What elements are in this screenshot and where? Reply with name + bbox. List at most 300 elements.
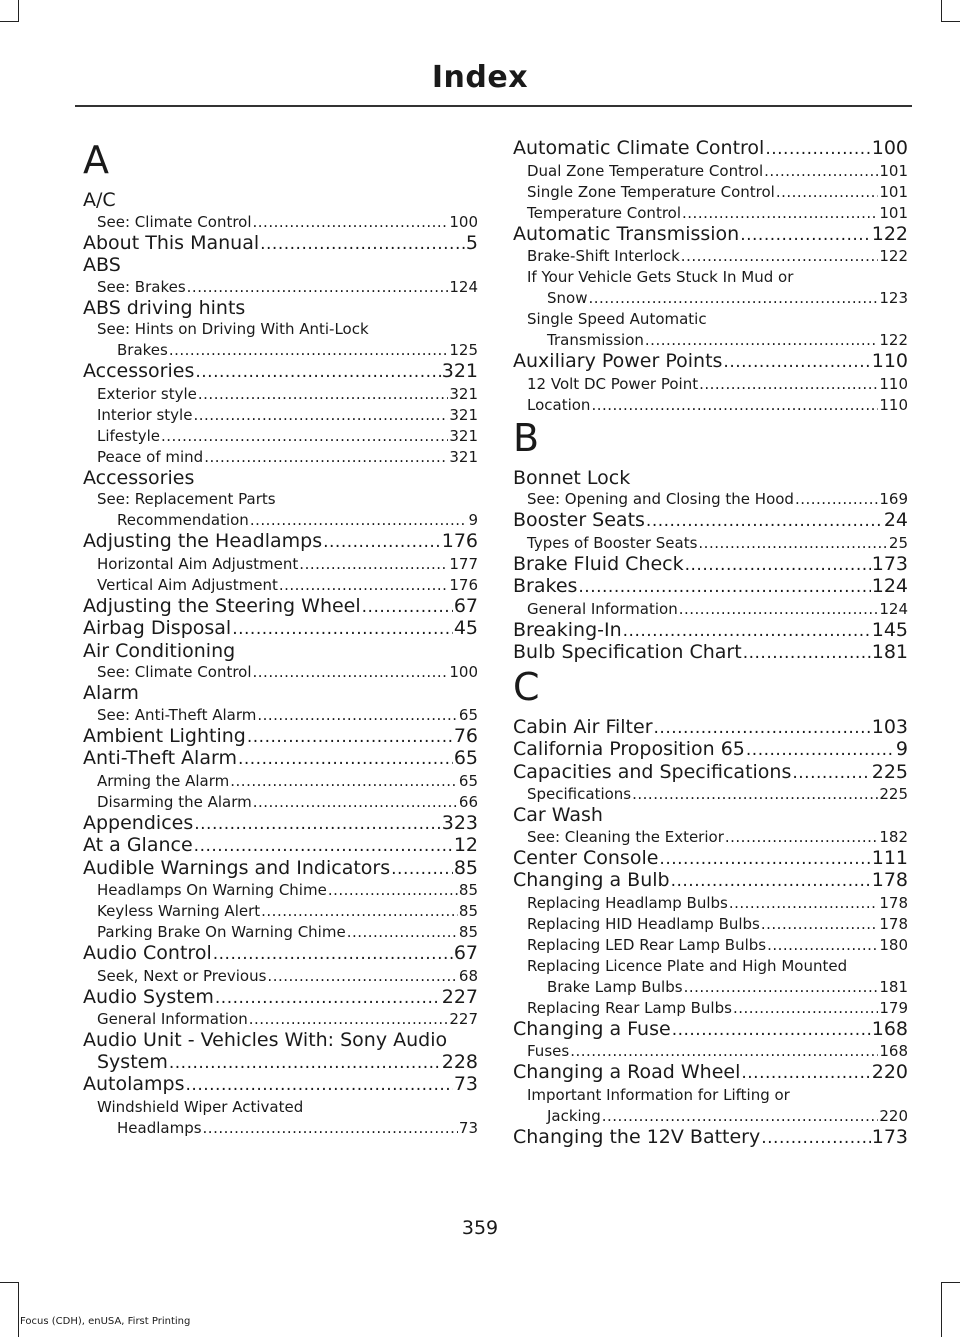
index-entry[interactable] [83,748,478,771]
dot-leader [685,554,871,577]
entry-text: Capacities and Specifications [513,760,792,783]
entry-text: See: Anti-Theft Alarm [97,705,257,724]
dot-leader [684,977,879,998]
index-subentry[interactable] [513,395,908,416]
dot-leader [623,620,871,643]
entry-text: General Information [97,1010,248,1028]
dot-leader [741,1062,870,1085]
page-ref: 173 [871,552,908,575]
index-entry[interactable] [513,1127,908,1150]
page-ref: 122 [879,247,908,265]
page-ref: 182 [879,827,908,846]
entry-text: Audio Unit - Vehicles With: Sony Audio [83,1029,448,1051]
page-ref: 124 [879,599,908,618]
index-subentry[interactable] [513,309,908,351]
entry-text: Brake Lamp Bulbs [547,977,683,996]
entry-text: Cabin Air Filter [513,715,653,738]
dot-leader [698,533,888,554]
dot-leader [591,395,878,416]
entry-text: Specifications [527,785,632,803]
entry-text: Booster Seats [513,509,645,531]
page-ref: 100 [871,137,908,159]
entry-text: Replacing Rear Lamp Bulbs [527,998,732,1017]
page-ref: 110 [879,374,908,393]
index-entry[interactable] [513,510,908,533]
index-subentry[interactable] [513,998,908,1019]
entry-text: System [97,1050,168,1073]
entry-text: Peace of mind [97,447,204,466]
dot-leader [195,361,440,384]
index-entry[interactable] [83,298,478,320]
entry-text: Ambient Lighting [83,724,246,747]
entry-text: Automatic Transmission [513,222,740,245]
entry-text: See: Brakes [97,277,186,296]
entry-text: Single Speed Automatic [527,310,707,328]
dot-leader [257,705,458,726]
page-ref: 168 [871,1017,908,1040]
page-ref: 101 [879,182,908,201]
entry-text: Snow [547,289,588,307]
section-letter: A [83,138,109,182]
page-ref: 145 [871,618,908,641]
entry-text: Auxiliary Power Points [513,350,723,372]
index-subentry[interactable] [513,161,908,182]
page-ref: 103 [871,715,908,738]
dot-leader [792,762,870,785]
index-entry[interactable] [83,1074,478,1097]
dot-leader [186,1074,453,1097]
entry-text: Airbag Disposal [83,617,232,639]
page-ref: 100 [449,663,478,681]
entry-text: Disarming the Alarm [97,792,252,811]
dot-leader [261,901,458,922]
dot-leader [795,489,878,510]
page-ref: 228 [441,1050,478,1073]
index-entry[interactable] [83,596,478,619]
entry-text: General Information [527,599,678,618]
dot-leader [654,717,871,740]
index-subentry[interactable] [83,966,478,987]
entry-text: Headlamps [117,1118,202,1137]
entry-text: Changing a Bulb [513,869,670,891]
index-entry[interactable] [513,1062,908,1085]
index-entry[interactable] [513,870,908,893]
dot-leader [187,277,449,298]
entry-text: Alarm [83,682,139,704]
entry-text: Interior style [97,405,193,424]
entry-text: Brakes [513,575,578,597]
entry-text: Single Zone Temperature Control [527,182,775,201]
index-subentry[interactable] [513,784,908,805]
crop-mark-bottom-right-v [941,1282,942,1337]
page-ref: 85 [453,856,478,879]
dot-leader [761,1127,871,1150]
dot-leader [632,784,878,805]
entry-text: See: Replacement Parts [97,490,276,508]
page-ref: 321 [449,384,478,403]
index-subentry[interactable] [83,1009,478,1030]
entry-text: Arming the Alarm [97,771,230,790]
index-entry[interactable] [83,683,478,705]
entry-text: 12 Volt DC Power Point [527,374,699,393]
page-ref: 25 [888,533,908,552]
section-letter: C [513,664,540,709]
index-subentry[interactable] [513,267,908,309]
page-ref: 168 [879,1042,908,1060]
entry-text: Dual Zone Temperature Control [527,161,764,180]
index-column-left [83,138,478,1139]
index-subentry[interactable] [83,901,478,922]
index-entry[interactable] [83,1030,478,1074]
index-entry[interactable] [513,138,908,161]
page-ref: 85 [458,923,478,941]
index-entry[interactable] [513,642,908,665]
page-number: 359 [461,1217,499,1239]
index-entry[interactable] [83,531,478,554]
dot-leader [682,203,878,224]
index-entry[interactable] [83,835,478,858]
page-ref: 321 [449,405,478,424]
entry-text: Autolamps [83,1073,185,1095]
index-subentry[interactable] [83,384,478,405]
index-subentry[interactable] [83,1097,478,1139]
index-subentry[interactable] [513,935,908,956]
entry-text: Center Console [513,846,659,869]
index-entry[interactable] [83,943,478,966]
crop-mark-bottom-left-h [0,1282,19,1283]
dot-leader [347,922,458,943]
entry-text: Types of Booster Seats [527,533,698,552]
index-entry[interactable] [83,468,478,490]
index-subentry[interactable] [83,922,478,943]
page-ref: 110 [871,350,908,372]
entry-text: ABS [83,254,121,276]
page-ref: 227 [449,1010,478,1028]
dot-leader [765,138,870,161]
dot-leader [215,987,441,1010]
page-ref: 321 [441,360,478,382]
index-entry[interactable] [513,1019,908,1042]
index-entry[interactable] [83,726,478,749]
dot-leader [743,642,871,665]
page-ref: 173 [871,1125,908,1148]
dot-leader [249,1009,449,1030]
index-subentry[interactable] [513,533,908,554]
dot-leader [203,1118,458,1139]
page-ref: 181 [879,977,908,996]
index-entry[interactable] [83,858,478,881]
index-subentry[interactable] [513,956,908,998]
index-subentry[interactable] [83,277,478,298]
entry-text: Temperature Control [527,203,682,222]
entry-text: If Your Vehicle Gets Stuck In Mud or [527,268,794,286]
entry-text: Replacing Licence Plate and High Mounted [527,956,848,975]
crop-mark-top-right-v [941,0,942,22]
page-ref: 176 [449,575,478,594]
entry-text: Automatic Climate Control [513,137,765,159]
index-entry[interactable] [513,805,908,827]
dot-leader [725,827,878,848]
dot-leader [253,212,449,233]
index-entry[interactable] [513,739,908,762]
dot-leader [169,1052,441,1075]
footer-text: Focus (CDH), enUSA, First Printing [20,1316,191,1327]
dot-leader [323,531,441,554]
dot-leader [729,893,879,914]
page-ref: 123 [879,289,908,307]
dot-leader [588,288,878,309]
page-ref: 67 [453,594,478,617]
entry-text: See: Cleaning the Exterior [527,827,724,846]
index-entry[interactable] [83,255,478,277]
index-subentry[interactable] [83,405,478,426]
dot-leader [250,510,468,531]
dot-leader [299,554,448,575]
entry-text: Adjusting the Steering Wheel [83,594,361,617]
dot-leader [671,870,871,893]
entry-text: Audio System [83,985,214,1008]
entry-text: Transmission [547,331,644,349]
dot-leader [362,596,453,619]
dot-leader [230,771,458,792]
dot-leader [733,998,878,1019]
crop-mark-bottom-right-h [941,1282,960,1283]
page-ref: 180 [879,935,908,954]
index-entry[interactable] [513,224,908,247]
index-subentry[interactable] [83,554,478,575]
dot-leader [260,233,465,256]
index-subentry[interactable] [513,893,908,914]
crop-mark-bottom-left-v [18,1282,19,1337]
page-ref: 178 [871,869,908,891]
page-ref: 110 [879,395,908,414]
entry-text: See: Hints on Driving With Anti-Lock [97,320,369,338]
entry-text: Brakes [117,341,168,359]
dot-leader [679,599,879,620]
page-ref: 68 [458,966,478,985]
index-subentry[interactable] [513,599,908,620]
entry-text: Air Conditioning [83,639,236,662]
index-subentry[interactable] [513,489,908,510]
dot-leader [776,182,879,203]
page-ref: 66 [458,792,478,811]
dot-leader [645,330,878,351]
entry-text: At a Glance [83,834,193,856]
page-ref: 227 [441,985,478,1008]
dot-leader [328,880,458,901]
page-ref: 85 [458,902,478,920]
header-divider [75,105,912,107]
page-ref: 9 [895,738,908,760]
entry-text: Jacking [547,1106,601,1125]
index-entry[interactable] [513,620,908,643]
dot-leader [194,813,441,836]
dot-leader [238,748,453,771]
dot-leader [681,246,879,267]
entry-text: Replacing LED Rear Lamp Bulbs [527,935,767,954]
index-subentry[interactable] [513,1085,908,1127]
dot-leader [279,575,449,596]
page-title: Index [431,60,529,95]
index-subentry[interactable] [83,792,478,813]
page-ref: 321 [449,426,478,445]
index-entry[interactable] [513,351,908,374]
page-ref: 124 [871,575,908,597]
dot-leader [198,384,448,405]
dot-leader [204,447,448,468]
crop-mark-top-right-h [941,21,960,22]
dot-leader [767,935,878,956]
index-subentry[interactable] [83,489,478,531]
index-entry[interactable] [83,361,478,384]
entry-text: Changing the 12V Battery [513,1125,761,1148]
index-subentry[interactable] [83,771,478,792]
index-subentry[interactable] [513,182,908,203]
index-entry[interactable] [513,717,908,740]
dot-leader [169,340,449,361]
dot-leader [253,792,458,813]
entry-text: Replacing Headlamp Bulbs [527,893,728,912]
page-ref: 179 [879,998,908,1017]
page-ref: 101 [879,203,908,222]
entry-text: ABS driving hints [83,296,246,319]
dot-leader [646,510,883,533]
index-subentry[interactable] [513,914,908,935]
index-entry[interactable] [83,233,478,256]
page-ref: 176 [441,530,478,552]
page-ref: 178 [879,893,908,912]
index-entry[interactable] [83,618,478,641]
dot-leader [723,351,870,374]
index-subentry[interactable] [83,705,478,726]
entry-text: See: Climate Control [97,663,252,681]
dot-leader [267,966,457,987]
entry-text: Important Information for Lifting or [527,1085,790,1104]
entry-text: California Proposition 65 [513,738,745,760]
dot-leader [602,1106,879,1127]
index-subentry[interactable] [83,575,478,596]
page-ref: 65 [458,771,478,790]
entry-text: See: Opening and Closing the Hood [527,490,794,508]
entry-text: Anti-Theft Alarm [83,747,237,769]
entry-text: Appendices [83,811,194,834]
dot-leader [213,943,453,966]
entry-text: Horizontal Aim Adjustment [97,554,299,573]
index-subentry[interactable] [83,212,478,233]
entry-text: Fuses [527,1042,570,1060]
entry-text: Lifestyle [97,426,161,445]
dot-leader [746,739,895,762]
entry-text: Bulb Specification Chart [513,641,742,663]
entry-text: Car Wash [513,804,603,826]
entry-text: Accessories [83,466,195,489]
index-subentry[interactable] [513,246,908,267]
page-ref: 178 [879,914,908,933]
entry-text: Exterior style [97,384,197,403]
entry-text: Brake Fluid Check [513,552,684,575]
index-subentry[interactable] [83,319,478,361]
dot-leader [740,224,871,247]
page-ref: 65 [458,705,478,724]
index-entry[interactable] [83,190,478,212]
page-ref: 125 [449,341,478,359]
entry-text: Location [527,395,591,414]
entry-text: About This Manual [83,231,260,254]
dot-leader [672,1019,871,1042]
page-ref: 5 [465,231,478,254]
index-subentry[interactable] [83,447,478,468]
dot-leader [161,426,448,447]
entry-text: Changing a Fuse [513,1017,671,1040]
entry-text: Bonnet Lock [513,466,631,489]
page-ref: 67 [453,942,478,964]
dot-leader [764,161,878,182]
index-entry[interactable] [513,848,908,871]
index-subentry[interactable] [513,1041,908,1062]
index-entry[interactable] [83,641,478,663]
index-subentry[interactable] [83,662,478,683]
index-subentry[interactable] [83,880,478,901]
page-ref: 65 [453,747,478,769]
page-ref: 321 [449,447,478,466]
index-entry[interactable] [513,762,908,785]
page-ref: 220 [871,1061,908,1083]
entry-text: Breaking-In [513,618,622,641]
entry-text: Recommendation [117,511,249,529]
page-ref: 220 [879,1106,908,1125]
entry-text: Brake-Shift Interlock [527,247,680,265]
index-entry[interactable] [513,468,908,490]
page-ref: 225 [879,785,908,803]
page-ref: 73 [458,1118,478,1137]
index-entry[interactable] [513,554,908,577]
page-ref: 12 [453,834,478,856]
page-ref: 169 [879,490,908,508]
page-ref: 24 [883,509,908,531]
page-ref: 177 [449,554,478,573]
index-subentry[interactable] [513,203,908,224]
dot-leader [253,662,449,683]
page-ref: 122 [879,331,908,349]
entry-text: Windshield Wiper Activated [97,1097,304,1116]
page-ref: 85 [458,881,478,899]
page-ref: 100 [449,212,478,231]
dot-leader [232,618,453,641]
dot-leader [193,405,448,426]
page-ref: 73 [453,1073,478,1095]
page-ref: 45 [453,617,478,639]
entry-text: Replacing HID Headlamp Bulbs [527,914,760,933]
entry-text: Keyless Warning Alert [97,902,261,920]
entry-text: Audio Control [83,942,212,964]
index-entry[interactable] [513,576,908,599]
crop-mark-top-left-v [18,0,19,22]
page-ref: 181 [871,641,908,663]
index-entry[interactable] [83,987,478,1010]
page-ref: 101 [879,161,908,180]
entry-text: Accessories [83,360,195,382]
page-ref: 323 [441,811,478,834]
dot-leader [699,374,878,395]
index-subentry[interactable] [513,374,908,395]
page-ref: 111 [871,846,908,869]
section-letter: B [513,415,540,460]
page-ref: 225 [871,760,908,783]
index-subentry[interactable] [83,426,478,447]
index-entry[interactable] [83,813,478,836]
entry-text: Audible Warnings and Indicators [83,856,391,879]
index-subentry[interactable] [513,827,908,848]
